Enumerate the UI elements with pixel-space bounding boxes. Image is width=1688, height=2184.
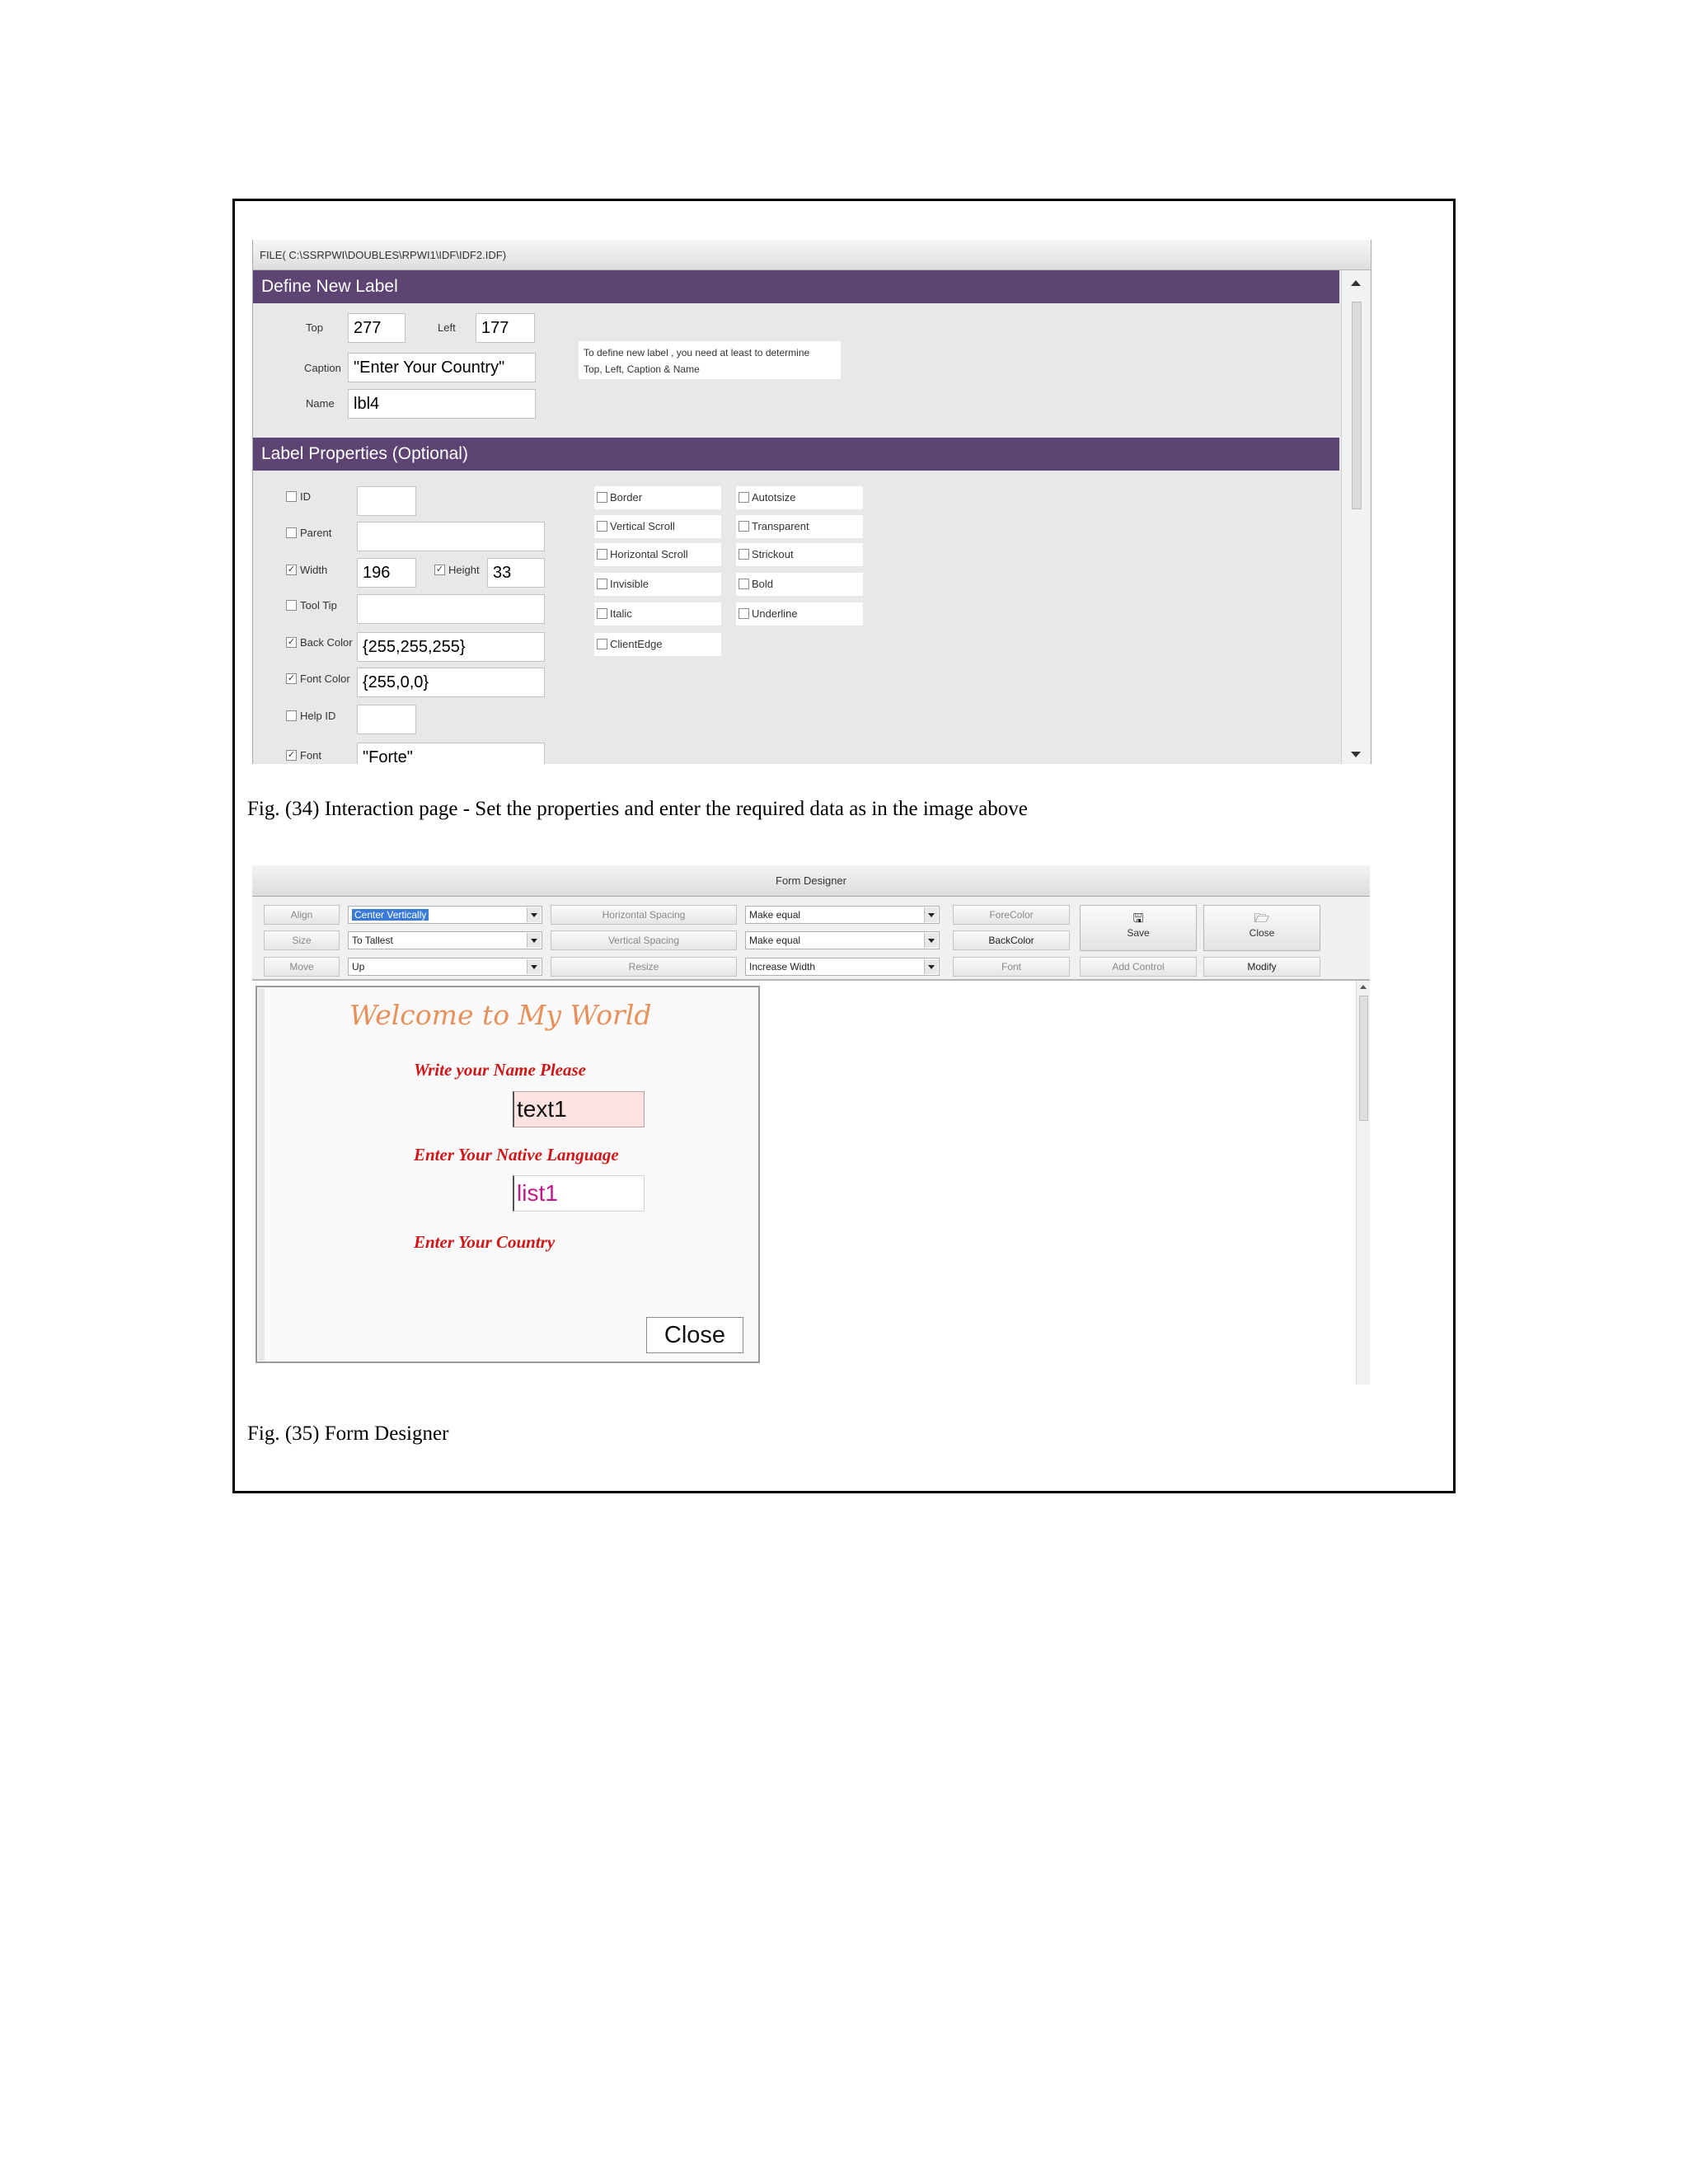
id-checkbox[interactable] [286,491,297,502]
back-color-input[interactable]: {255,255,255} [357,632,545,662]
option-label: ClientEdge [610,638,663,650]
close-button-label: Close [1249,927,1275,939]
tooltip-input[interactable] [357,594,545,624]
align-select-value: Center Vertically [352,909,429,921]
height-label: Height [448,564,480,576]
forecolor-button[interactable]: ForeColor [953,905,1070,925]
option-checkbox[interactable] [738,492,749,503]
option-vertical-scroll[interactable] [594,515,721,538]
option-checkbox[interactable] [597,549,607,560]
modify-button[interactable]: Modify [1203,957,1320,977]
top-input[interactable]: 277 [348,313,406,343]
close-designer-button[interactable] [1203,905,1320,951]
welcome-label[interactable]: Welcome to My World [349,999,652,1031]
chevron-down-icon[interactable] [527,907,541,922]
option-label: Border [610,491,643,504]
list1-listbox[interactable]: list1 [513,1175,645,1212]
option-label: Vertical Scroll [610,520,675,532]
instruction-note [579,341,841,379]
option-invisible[interactable] [594,573,721,596]
help-id-input[interactable] [357,705,416,734]
scroll-thumb[interactable] [1359,996,1368,1121]
option-checkbox[interactable] [597,608,607,619]
align-select[interactable] [348,906,542,924]
size-button[interactable]: Size [264,930,340,950]
align-button[interactable]: Align [264,905,340,925]
left-label: Left [438,321,456,334]
scroll-up-icon[interactable] [1360,985,1367,989]
caption-input[interactable]: "Enter Your Country" [348,353,536,382]
font-color-input[interactable]: {255,0,0} [357,668,545,697]
vertical-spacing-value: Make equal [749,935,801,946]
size-select-value: To Tallest [352,935,393,946]
option-italic[interactable] [594,602,721,626]
option-label: Bold [752,578,774,590]
move-select[interactable] [348,958,542,976]
add-control-button[interactable]: Add Control [1080,957,1197,977]
option-transparent[interactable] [736,515,863,538]
name-prompt-label[interactable]: Write your Name Please [414,1060,586,1080]
option-border[interactable] [594,486,721,509]
designer-toolbar [252,897,1370,981]
option-checkbox[interactable] [738,579,749,589]
country-prompt-label[interactable]: Enter Your Country [414,1232,556,1252]
option-checkbox[interactable] [738,521,749,532]
option-checkbox[interactable] [738,549,749,560]
tooltip-checkbox[interactable] [286,600,297,611]
label-properties-header: Label Properties (Optional) [253,438,1339,471]
backcolor-button[interactable]: BackColor [953,930,1070,950]
vertical-spacing-button[interactable]: Vertical Spacing [551,930,737,950]
vertical-spacing-select[interactable] [745,931,940,949]
chevron-down-icon[interactable] [924,959,938,974]
tooltip-label: Tool Tip [300,599,337,612]
font-color-checkbox[interactable]: ✓ [287,673,296,683]
option-client-edge[interactable] [594,633,721,656]
scroll-up-icon[interactable] [1351,280,1361,286]
option-label: Invisible [610,578,649,590]
height-checkbox[interactable]: ✓ [435,565,444,574]
parent-checkbox[interactable] [286,527,297,538]
name-label: Name [306,397,335,410]
resize-select[interactable] [745,958,940,976]
figure-34-caption: Fig. (34) Interaction page - Set the properties and enter the required data as in the image above [247,798,1028,820]
chevron-down-icon[interactable] [924,907,938,922]
height-input[interactable]: 33 [487,558,545,588]
scroll-thumb[interactable] [1352,302,1362,509]
option-autosize[interactable] [736,486,863,509]
option-strikeout[interactable] [736,543,863,566]
name-input[interactable]: lbl4 [348,389,536,419]
parent-label: Parent [300,527,332,539]
option-checkbox[interactable] [597,579,607,589]
option-checkbox[interactable] [597,521,607,532]
option-label: Autotsize [752,491,796,504]
text1-textbox[interactable]: text1 [513,1091,645,1127]
font-button[interactable]: Font [953,957,1070,977]
form-left-edge [258,988,265,1361]
horizontal-spacing-select[interactable] [745,906,940,924]
label-definition-window [252,240,1372,764]
back-color-checkbox[interactable]: ✓ [287,637,296,647]
option-label: Horizontal Scroll [610,548,688,560]
option-horizontal-scroll[interactable] [594,543,721,566]
define-new-label-header: Define New Label [253,270,1339,303]
caption-label: Caption [304,362,341,374]
resize-button[interactable]: Resize [551,957,737,977]
file-path-bar: FILE( C:\SSRPWI\DOUBLES\RPWI1\IDF\IDF2.IDF) [253,240,1371,270]
open-folder-icon: 🗁 [1254,912,1270,926]
font-checkbox[interactable]: ✓ [287,750,296,760]
figure-35-caption: Fig. (35) Form Designer [247,1422,449,1445]
size-select[interactable] [348,931,542,949]
top-label: Top [306,321,323,334]
chevron-down-icon[interactable] [527,959,541,974]
vertical-scrollbar[interactable] [1341,270,1371,764]
back-color-label: Back Color [300,636,353,649]
option-checkbox[interactable] [597,639,607,649]
option-label: Italic [610,607,632,620]
design-canvas [252,981,1370,1390]
width-checkbox[interactable]: ✓ [287,565,296,574]
option-bold[interactable] [736,573,863,596]
option-underline[interactable] [736,602,863,626]
form-designer-window [252,865,1370,1390]
chevron-down-icon[interactable] [924,933,938,948]
option-checkbox[interactable] [738,608,749,619]
option-checkbox[interactable] [597,492,607,503]
language-prompt-label[interactable]: Enter Your Native Language [414,1145,619,1165]
id-label: ID [300,490,311,503]
note-line-2: Top, Left, Caption & Name [584,363,700,375]
option-label: Transparent [752,520,809,532]
note-line-1: To define new label , you need at least to determine [584,347,810,359]
canvas-scrollbar[interactable] [1356,981,1370,1385]
move-select-value: Up [352,961,365,972]
horizontal-spacing-button[interactable]: Horizontal Spacing [551,905,737,925]
move-button[interactable]: Move [264,957,340,977]
id-input[interactable] [357,486,416,516]
save-button[interactable] [1080,905,1197,951]
scroll-down-icon[interactable] [1351,752,1361,757]
designed-form [256,986,760,1363]
left-input[interactable]: 177 [476,313,535,343]
horizontal-spacing-value: Make equal [749,909,801,921]
resize-select-value: Increase Width [749,961,816,972]
width-input[interactable]: 196 [357,558,416,588]
width-label: Width [300,564,328,576]
help-id-label: Help ID [300,710,336,722]
option-label: Strickout [752,548,794,560]
chevron-down-icon[interactable] [527,933,541,948]
font-input[interactable]: "Forte" [357,743,545,764]
font-label: Font [300,749,322,762]
form-close-button[interactable]: Close [646,1317,743,1353]
form-designer-title: Form Designer [252,865,1370,897]
parent-input[interactable] [357,522,545,551]
save-button-label: Save [1127,927,1150,939]
font-color-label: Font Color [300,673,350,685]
floppy-disk-icon: 🖫 [1132,912,1144,926]
help-id-checkbox[interactable] [286,710,297,721]
option-label: Underline [752,607,798,620]
